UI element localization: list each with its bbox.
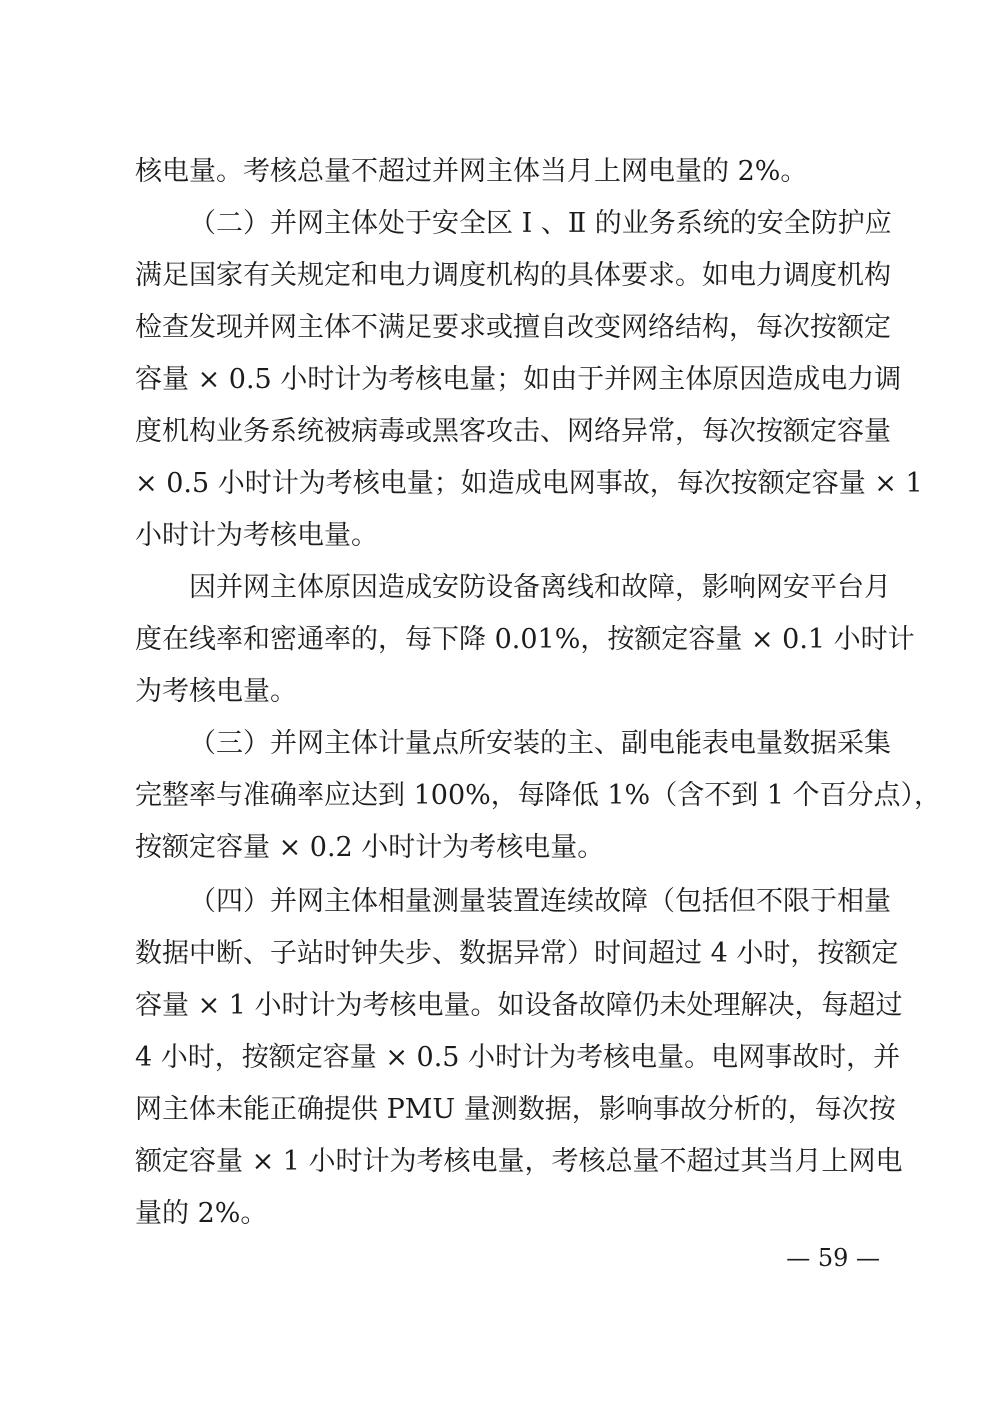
text-line-21: 量的 2%。 — [135, 1198, 268, 1229]
text-line-10: 度在线率和密通率的，每下降 0.01%，按额定容量 × 0.1 小时计 — [135, 624, 915, 655]
text-line-19: 网主体未能正确提供 PMU 量测数据，影响事故分析的，每次按 — [135, 1094, 896, 1125]
text-line-18: 4 小时，按额定容量 × 0.5 小时计为考核电量。电网事故时，并 — [135, 1042, 901, 1073]
text-line-14: 按额定容量 × 0.2 小时计为考核电量。 — [135, 832, 605, 863]
text-line-4: 检查发现并网主体不满足要求或擅自改变网络结构，每次按额定 — [135, 312, 891, 343]
text-line-9: 因并网主体原因造成安防设备离线和故障，影响网安平台月 — [189, 572, 891, 603]
text-line-3: 满足国家有关规定和电力调度机构的具体要求。如电力调度机构 — [135, 260, 891, 291]
text-line-1: 核电量。考核总量不超过并网主体当月上网电量的 2%。 — [135, 156, 808, 187]
page-number: — 59 — — [786, 1244, 880, 1272]
text-line-12: （三）并网主体计量点所安装的主、副电能表电量数据采集 — [189, 728, 891, 759]
text-line-6: 度机构业务系统被病毒或黑客攻击、网络异常，每次按额定容量 — [135, 416, 891, 447]
text-line-17: 容量 × 1 小时计为考核电量。如设备故障仍未处理解决，每超过 — [135, 990, 903, 1021]
text-line-5: 容量 × 0.5 小时计为考核电量；如由于并网主体原因造成电力调 — [135, 364, 902, 395]
text-line-13: 完整率与准确率应达到 100%，每降低 1%（含不到 1 个百分点）， — [135, 780, 942, 811]
text-line-20: 额定容量 × 1 小时计为考核电量，考核总量不超过其当月上网电 — [135, 1146, 903, 1177]
text-line-8: 小时计为考核电量。 — [135, 520, 378, 551]
text-line-15: （四）并网主体相量测量装置连续故障（包括但不限于相量 — [189, 886, 891, 917]
text-line-11: 为考核电量。 — [135, 676, 297, 707]
text-line-7: × 0.5 小时计为考核电量；如造成电网事故，每次按额定容量 × 1 — [135, 468, 923, 499]
text-line-16: 数据中断、子站时钟失步、数据异常）时间超过 4 小时，按额定 — [135, 938, 899, 969]
text-line-2: （二）并网主体处于安全区 Ⅰ 、Ⅱ 的业务系统的安全防护应 — [189, 208, 892, 239]
